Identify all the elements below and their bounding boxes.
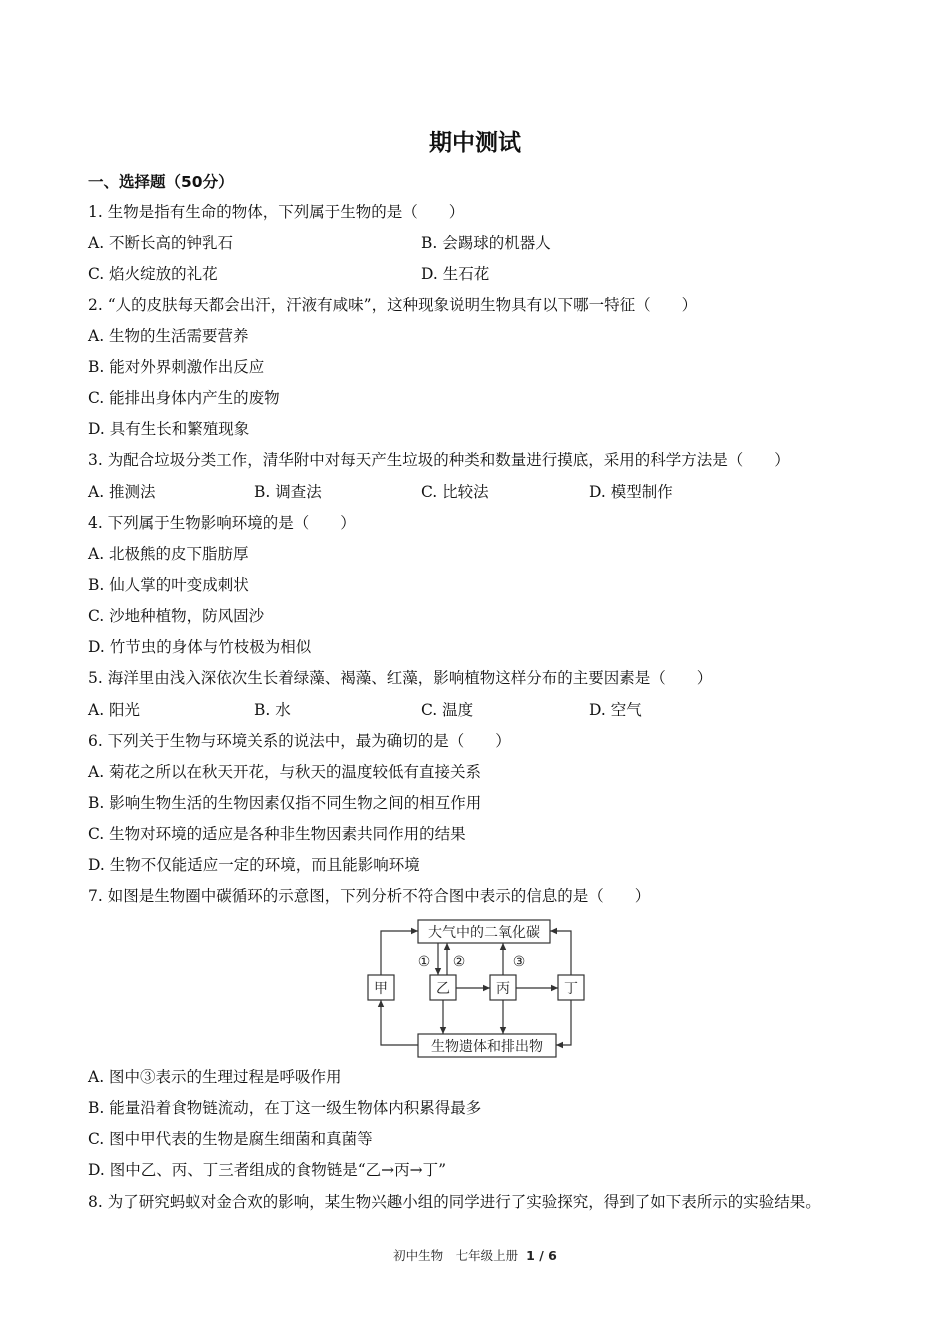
- arrow-jia-to-co2: [381, 931, 418, 975]
- page-footer: [0, 1246, 950, 1264]
- q2-option-a: A. 生物的生活需要营养: [88, 327, 249, 345]
- footer-text: 初中生物 七年级上册: [393, 1248, 519, 1263]
- q4-stem: 4. 下列属于生物影响环境的是（ ）: [88, 514, 356, 532]
- q6-option-b: B. 影响生物生活的生物因素仅指不同生物之间的相互作用: [88, 794, 482, 812]
- q7-option-d: D. 图中乙、丙、丁三者组成的食物链是“乙→丙→丁”: [88, 1161, 447, 1179]
- q5-option-a: A. 阳光: [88, 701, 141, 719]
- ding-label: 丁: [564, 981, 578, 997]
- section-heading: 一、选择题（50分）: [88, 173, 234, 191]
- q6-stem: 6. 下列关于生物与环境关系的说法中，最为确切的是（ ）: [88, 732, 511, 750]
- q2-option-c: C. 能排出身体内产生的废物: [88, 389, 280, 407]
- q2-stem: 2. “人的皮肤每天都会出汗，汗液有咸味”，这种现象说明生物具有以下哪一特征（ ）: [88, 296, 698, 314]
- q6-option-c: C. 生物对环境的适应是各种非生物因素共同作用的结果: [88, 825, 466, 843]
- q1-option-b: B. 会踢球的机器人: [421, 234, 551, 252]
- q1-option-d: D. 生石花: [421, 265, 490, 283]
- q5-option-b: B. 水: [254, 701, 291, 719]
- q6-option-a: A. 菊花之所以在秋天开花，与秋天的温度较低有直接关系: [88, 763, 482, 781]
- marker-3: ③: [512, 954, 526, 970]
- q3-option-c: C. 比较法: [421, 483, 489, 501]
- q2-option-d: D. 具有生长和繁殖现象: [88, 420, 250, 438]
- jia-label: 甲: [374, 981, 388, 997]
- q5-option-d: D. 空气: [589, 701, 642, 719]
- q8-stem: 8. 为了研究蚂蚁对金合欢的影响，某生物兴趣小组的同学进行了实验探究，得到了如下表所示的实验结果。: [88, 1193, 821, 1211]
- q1-stem: 1. 生物是指有生命的物体，下列属于生物的是（ ）: [88, 203, 465, 221]
- q3-option-b: B. 调查法: [254, 483, 322, 501]
- q1-option-c: C. 焰火绽放的礼花: [88, 265, 218, 283]
- q1-option-a: A. 不断长高的钟乳石: [88, 234, 234, 252]
- bing-label: 丙: [496, 981, 510, 997]
- q2-option-b: B. 能对外界刺激作出反应: [88, 358, 265, 376]
- arrow-ding-to-co2: [550, 931, 571, 975]
- q3-stem: 3. 为配合垃圾分类工作，清华附中对每天产生垃圾的种类和数量进行摸底，采用的科学方法是（ ）: [88, 451, 790, 469]
- q5-stem: 5. 海洋里由浅入深依次生长着绿藻、褐藻、红藻，影响植物这样分布的主要因素是（ ）: [88, 669, 713, 687]
- q3-option-d: D. 模型制作: [589, 483, 673, 501]
- q7-stem: 7. 如图是生物圈中碳循环的示意图，下列分析不符合图中表示的信息的是（ ）: [88, 887, 651, 905]
- arrow-remains-to-jia: [381, 1000, 418, 1045]
- q6-option-d: D. 生物不仅能适应一定的环境，而且能影响环境: [88, 856, 420, 874]
- q3-option-a: A. 推测法: [88, 483, 156, 501]
- q7-option-c: C. 图中甲代表的生物是腐生细菌和真菌等: [88, 1130, 373, 1148]
- yi-label: 乙: [436, 981, 450, 997]
- q4-option-c: C. 沙地种植物，防风固沙: [88, 607, 265, 625]
- q7-option-b: B. 能量沿着食物链流动，在丁这一级生物体内积累得最多: [88, 1099, 482, 1117]
- arrow-ding-to-remains: [556, 1000, 571, 1045]
- q7-option-a: A. 图中③表示的生理过程是呼吸作用: [88, 1068, 342, 1086]
- marker-1: ①: [417, 954, 431, 970]
- q4-option-a: A. 北极熊的皮下脂肪厚: [88, 545, 249, 563]
- q4-option-b: B. 仙人掌的叶变成刺状: [88, 576, 249, 594]
- remains-label: 生物遗体和排出物: [431, 1039, 543, 1055]
- q4-option-d: D. 竹节虫的身体与竹枝极为相似: [88, 638, 312, 656]
- page-title: 期中测试: [429, 130, 521, 156]
- marker-2: ②: [452, 954, 466, 970]
- page-number: 1 / 6: [526, 1248, 557, 1263]
- atmosphere-co2-label: 大气中的二氧化碳: [428, 925, 540, 941]
- q5-option-c: C. 温度: [421, 701, 474, 719]
